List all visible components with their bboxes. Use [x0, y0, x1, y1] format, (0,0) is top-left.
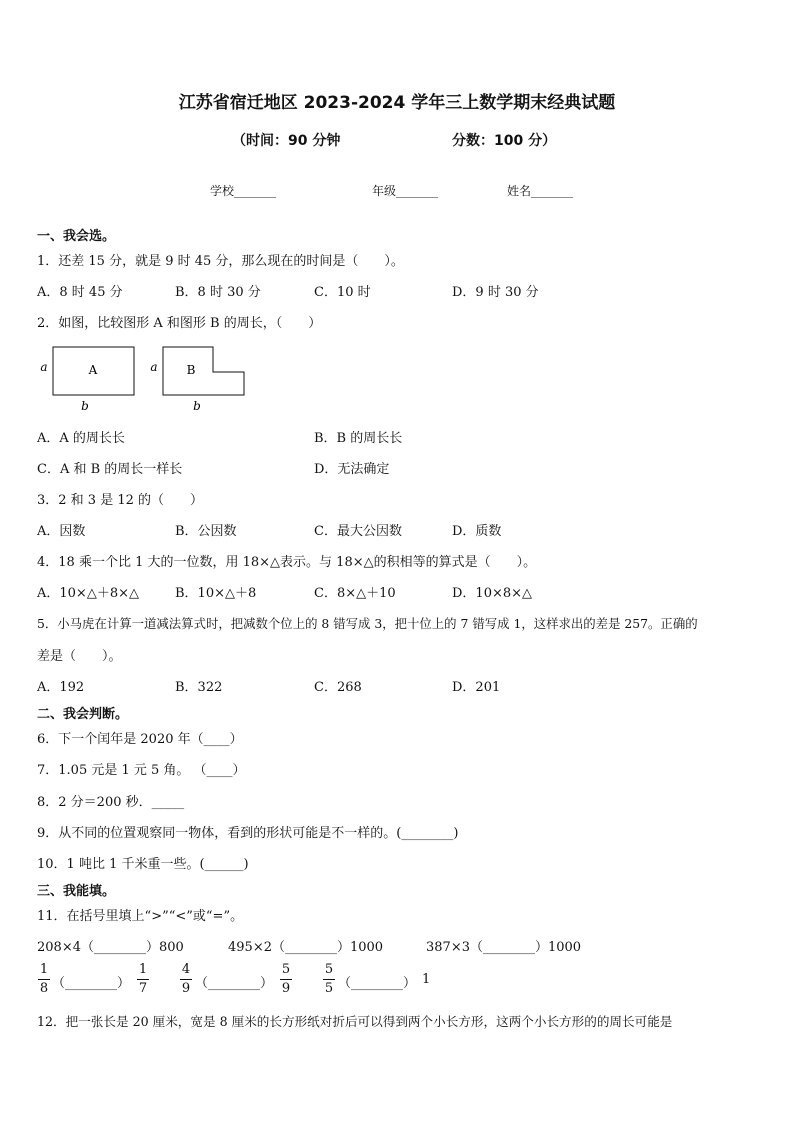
q3-option-c: C．最大公因数 — [314, 524, 402, 539]
question-10: 10．1 吨比 1 千米重一些。(______) — [37, 857, 249, 872]
q5-option-d: D．201 — [452, 680, 501, 695]
q3-option-b: B．公因数 — [175, 524, 237, 539]
q11-last-value: 1 — [422, 972, 431, 987]
question-8: 8．2 分＝200 秒．_____ — [37, 795, 185, 810]
q11-compare-2: 495×2（________）1000 — [228, 940, 384, 955]
exam-time: （时间：90 分钟 — [232, 133, 341, 149]
shape-b-side-b: b — [193, 399, 201, 413]
q2-option-a: A．A 的周长长 — [37, 431, 125, 446]
question-11: 11．在括号里填上“>”“<”或“=”。 — [37, 909, 244, 924]
shape-b-polygon — [163, 347, 244, 395]
page-title: 江苏省宿迁地区 2023-2024 学年三上数学期末经典试题 — [178, 93, 616, 113]
question-5-line-1: 5．小马虎在计算一道减法算式时，把减数个位上的 8 错写成 3，把十位上的 7 错写成 1，这样求出的差是 257。正确的 — [37, 616, 698, 631]
question-5-line-2: 差是（ ）。 — [37, 649, 122, 664]
q4-option-b: B．10×△＋8 — [175, 586, 257, 601]
q1-option-a: A．8 时 45 分 — [37, 285, 123, 300]
section-heading-judge: 二、我会判断。 — [37, 707, 129, 722]
shape-b-side-a: a — [150, 360, 158, 374]
shape-a-side-b: b — [81, 399, 89, 413]
question-12: 12．把一张长是 20 厘米，宽是 8 厘米的长方形纸对折后可以得到两个小长方形，这两个小长方形的的周长可能是 — [37, 1014, 673, 1029]
q2-option-c: C．A 和 B 的周长一样长 — [37, 462, 183, 477]
q2-option-b: B．B 的周长长 — [314, 431, 403, 446]
q2-option-d: D．无法确定 — [314, 462, 390, 477]
q5-option-a: A．192 — [37, 680, 85, 695]
fraction-1: 1 8 — [39, 962, 49, 996]
q11-compare-1: 208×4（________）800 — [37, 940, 184, 955]
school-field: 学校_______ — [210, 184, 277, 198]
name-field: 姓名_______ — [507, 184, 574, 198]
question-2: 2．如图，比较图形 A 和图形 B 的周长，（ ） — [37, 316, 322, 331]
shape-a-label: A — [88, 363, 98, 377]
fraction-2: 1 7 — [138, 962, 148, 996]
shape-b-label: B — [186, 363, 196, 377]
question-3: 3．2 和 3 是 12 的（ ） — [37, 493, 204, 508]
q4-option-c: C．8×△＋10 — [314, 586, 396, 601]
q2-figure — [36, 340, 256, 416]
shape-a-side-a: a — [40, 360, 48, 374]
q3-option-a: A．因数 — [37, 524, 86, 539]
fraction-3: 4 9 — [181, 962, 191, 996]
question-7: 7．1.05 元是 1 元 5 角。 （____） — [37, 763, 246, 778]
q5-option-b: B．322 — [175, 680, 223, 695]
q11-blank-3: （________） — [338, 976, 417, 991]
question-9: 9．从不同的位置观察同一物体，看到的形状可能是不一样的。(________) — [37, 826, 459, 841]
q11-compare-3: 387×3（________）1000 — [426, 940, 582, 955]
grade-field: 年级_______ — [372, 184, 439, 198]
question-4: 4．18 乘一个比 1 大的一位数，用 18×△表示。与 18×△的积相等的算式是（ ）。 — [37, 555, 537, 570]
question-6: 6．下一个闰年是 2020 年（____） — [37, 732, 243, 747]
section-heading-choice: 一、我会选。 — [37, 229, 116, 244]
fraction-5: 5 5 — [324, 962, 334, 996]
q5-option-c: C．268 — [314, 680, 362, 695]
q11-blank-1: （________） — [52, 976, 131, 991]
question-1: 1．还差 15 分，就是 9 时 45 分，那么现在的时间是（ ）。 — [37, 254, 404, 269]
q3-option-d: D．质数 — [452, 524, 502, 539]
fraction-4: 5 9 — [281, 962, 291, 996]
exam-score: 分数：100 分） — [452, 133, 557, 149]
section-heading-fill: 三、我能填。 — [37, 884, 116, 899]
q11-blank-2: （________） — [195, 976, 274, 991]
q1-option-c: C．10 时 — [314, 285, 371, 300]
q4-option-d: D．10×8×△ — [452, 586, 533, 601]
q1-option-b: B．8 时 30 分 — [175, 285, 261, 300]
q1-option-d: D．9 时 30 分 — [452, 285, 539, 300]
q4-option-a: A．10×△＋8×△ — [37, 586, 139, 601]
